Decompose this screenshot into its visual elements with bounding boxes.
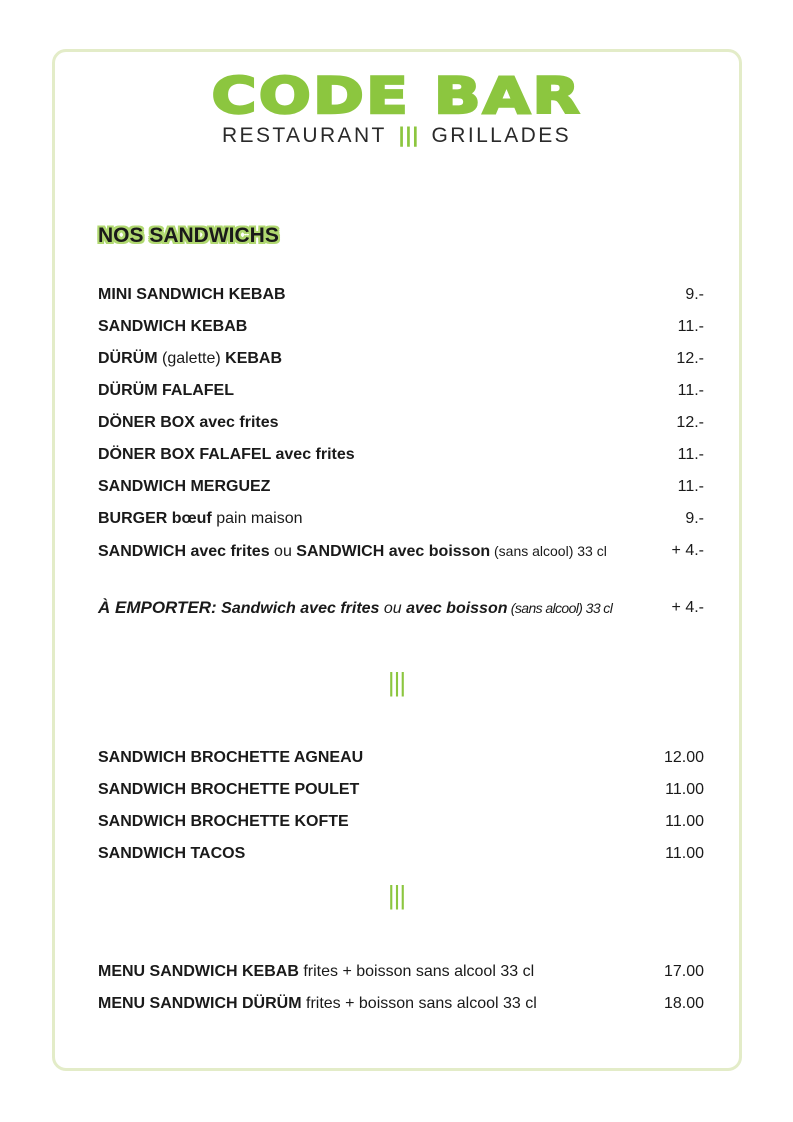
item-price: + 4.- <box>671 599 704 616</box>
menu-item <box>98 540 704 562</box>
item-price: 9.- <box>685 510 704 527</box>
item-name: MINI SANDWICH KEBAB <box>98 286 286 303</box>
menu-item <box>98 747 704 769</box>
item-note: (sans alcool) 33 cl <box>490 543 607 559</box>
item-name: SANDWICH BROCHETTE POULET <box>98 781 360 798</box>
item-price: 17.00 <box>663 963 704 980</box>
item-price: 18.00 <box>663 995 704 1012</box>
item-price: 12.- <box>676 350 704 367</box>
logo <box>0 67 793 148</box>
item-name: SANDWICH MERGUEZ <box>98 478 271 495</box>
menu-item <box>98 993 704 1015</box>
menu-item <box>98 508 704 530</box>
item-price: 11.00 <box>665 813 704 830</box>
item-price: 11.- <box>677 446 704 463</box>
section-divider: ||| <box>387 667 406 697</box>
item-name: SANDWICH TACOS <box>98 845 246 862</box>
section-title: NOS SANDWICHS <box>98 224 279 247</box>
takeaway-label: À EMPORTER: <box>98 598 217 617</box>
takeaway-option-2: avec boisson <box>406 600 508 617</box>
item-name: SANDWICH BROCHETTE KOFTE <box>98 813 349 830</box>
menu-item <box>98 316 704 338</box>
item-name: DÖNER BOX FALAFEL avec frites <box>98 446 355 463</box>
takeaway-option-1: Sandwich avec frites <box>216 600 380 617</box>
item-detail: frites + boisson sans alcool 33 cl <box>298 963 535 980</box>
logo-subtitle-right: GRILLADES <box>431 124 572 147</box>
menu-item <box>98 961 704 983</box>
logo-subtitle-separator: ||| <box>398 124 420 147</box>
item-price: 12.00 <box>663 749 704 766</box>
menu-item <box>98 811 704 833</box>
logo-title: CODE BAR <box>211 67 582 125</box>
item-name-suffix: KEBAB <box>225 350 283 367</box>
item-price: 11.- <box>677 478 704 495</box>
item-price: 11.- <box>677 382 704 399</box>
takeaway-item <box>98 597 704 619</box>
item-name: SANDWICH avec frites <box>98 543 270 560</box>
menu-item <box>98 412 704 434</box>
item-name: MENU SANDWICH DÜRÜM <box>98 995 302 1012</box>
item-detail: frites + boisson sans alcool 33 cl <box>301 995 537 1012</box>
item-price: 11.00 <box>665 781 704 798</box>
item-price: 12.- <box>676 414 704 431</box>
item-name: DÖNER BOX avec frites <box>98 414 279 431</box>
takeaway-note: (sans alcool) 33 cl <box>507 600 613 616</box>
item-price: 9.- <box>685 286 704 303</box>
item-name: DÜRÜM <box>98 350 158 367</box>
item-name: MENU SANDWICH KEBAB <box>98 963 299 980</box>
menu-item <box>98 779 704 801</box>
menu-item <box>98 284 704 306</box>
logo-subtitle-left: RESTAURANT <box>221 124 387 147</box>
item-name: SANDWICH BROCHETTE AGNEAU <box>98 749 364 766</box>
item-name: SANDWICH KEBAB <box>98 318 248 335</box>
item-detail: (galette) <box>157 350 226 367</box>
item-name: BURGER bœuf <box>98 510 212 527</box>
item-price: 11.00 <box>665 845 704 862</box>
item-name-alt: SANDWICH avec boisson <box>296 543 491 560</box>
takeaway-or: ou <box>379 600 407 617</box>
menu-item <box>98 444 704 466</box>
item-price: + 4.- <box>671 542 704 559</box>
menu-item <box>98 348 704 370</box>
item-price: 11.- <box>677 318 704 335</box>
item-detail: pain maison <box>211 510 303 527</box>
menu-item <box>98 380 704 402</box>
menu-item <box>98 476 704 498</box>
logo-subtitle <box>0 124 793 148</box>
item-detail: ou <box>269 543 297 560</box>
menu-item <box>98 843 704 865</box>
section-divider: ||| <box>387 880 406 910</box>
item-name: DÜRÜM FALAFEL <box>98 382 234 399</box>
